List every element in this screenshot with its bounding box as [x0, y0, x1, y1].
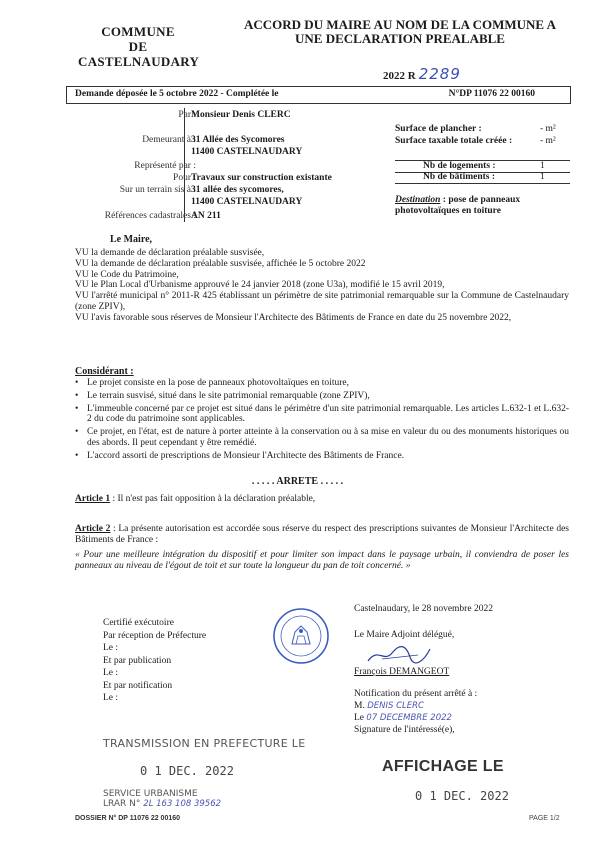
surface-taxable-label: Surface taxable totale créée :	[395, 136, 513, 146]
arrete-reference	[383, 65, 461, 83]
transmission-stamp: TRANSMISSION EN PREFECTURE LE	[103, 737, 306, 750]
value-terrain-1: 31 allée des sycomores,	[191, 185, 284, 195]
notification-date-handwritten: 07 DECEMBRE 2022	[366, 713, 452, 723]
label-par: Par :	[178, 110, 196, 120]
demande-date: Demande déposée le 5 octobre 2022 - Complétée le	[75, 89, 279, 99]
certification-block	[103, 617, 206, 705]
commune-header	[78, 24, 198, 69]
cert-line: Et par publication	[103, 655, 172, 666]
considerant-item: • Le projet consiste en la pose de panneaux photovoltaïques en toiture,	[75, 378, 569, 389]
row-par	[66, 110, 586, 122]
demande-box	[66, 86, 571, 104]
considerant-list	[75, 378, 569, 464]
batiments-value: 1	[540, 172, 545, 182]
commune-line-2: DE	[128, 39, 148, 54]
vu-item: VU la demande de déclaration préalable susvisée, affichée le 5 octobre 2022	[75, 258, 366, 269]
arrete-dots-left: . . . . .	[251, 476, 277, 487]
notification-title: Notification du présent arrêté à :	[354, 689, 478, 699]
logements-value: 1	[540, 161, 545, 171]
interesse-signature-label: Signature de l'intéressé(e),	[354, 725, 455, 735]
mairie-seal-stamp	[262, 606, 340, 666]
vu-item: VU l'arrêté municipal n° 2011-R 425 établissant un périmètre de site patrimonial remarquable sur la Commune de Castelnaudary (zone ZPIV),	[75, 291, 569, 312]
value-terrain-2: 11400 CASTELNAUDARY	[191, 197, 303, 207]
considerant-item: • L'immeuble concerné par ce projet est situé dans le périmètre d'un site patrimonial remarquable. Les articles L.632-1 et L.632-2 du code du patrimoine sont applicables.	[75, 404, 569, 426]
notification-recipient	[354, 700, 477, 712]
footer-dossier: DOSSIER N° DP 11076 22 00160	[75, 815, 181, 822]
batiments-label: Nb de bâtiments :	[423, 172, 496, 182]
abf-prescription-quote: « Pour une meilleure intégration du dispositif et pour limiter son impact dans le paysage urbain, il conviendra de poser les panneaux au niveau de l'égout de toit et sur toute la longueur du pan de toit concerné. »	[75, 550, 569, 571]
lrar-prefix: LRAR N°	[103, 799, 141, 809]
label-terrain: Sur un terrain sis à :	[119, 185, 196, 195]
considerant-heading: Considérant :	[75, 366, 134, 377]
row-demeurant-2	[66, 147, 586, 159]
transmission-date-stamp: 0 1 DEC. 2022	[140, 764, 234, 778]
considerant-item: • Le terrain susvisé, situé dans le site patrimonial remarquable (zone ZPIV),	[75, 391, 569, 402]
cert-line: Certifié exécutoire	[103, 618, 174, 628]
handwritten-signature	[364, 643, 434, 667]
cert-line: Le :	[103, 693, 119, 703]
document-title	[230, 18, 570, 46]
title-line-1: ACCORD DU MAIRE AU NOM DE LA COMMUNE A	[244, 17, 556, 32]
le-maire-heading: Le Maire,	[110, 234, 153, 245]
label-represente: Représenté par :	[134, 161, 196, 171]
considerant-item: • Ce projet, en l'état, est de nature à porter atteinte à la conservation ou à sa mise en valeur du ou des monuments historiques ou des abords. Il peut cependant y être remédié.	[75, 427, 569, 449]
cert-line: Le :	[103, 668, 119, 678]
footer-page: PAGE 1/2	[529, 815, 560, 822]
destination-label: Destination	[395, 195, 441, 205]
logements-label: Nb de logements :	[423, 161, 496, 171]
affichage-stamp: AFFICHAGE LE	[382, 758, 504, 775]
label-demeurant: Demeurant à :	[142, 135, 196, 145]
affichage-date-stamp: 0 1 DEC. 2022	[415, 789, 509, 803]
arrete-dots-right: . . . . .	[318, 476, 344, 487]
surface-plancher-label: Surface de plancher :	[395, 124, 482, 134]
value-refs: AN 211	[191, 211, 221, 221]
dossier-number: N°DP 11076 22 00160	[448, 89, 535, 99]
notification-block	[354, 688, 477, 736]
service-urbanisme-stamp	[103, 789, 221, 809]
cert-line: Et par notification	[103, 680, 173, 691]
vu-item: VU le Plan Local d'Urbanisme approuvé le 24 janvier 2018 (zone U3a), modifié le 15 avril 2019,	[75, 280, 445, 291]
article-2	[75, 524, 569, 546]
considerant-item: • L'accord assorti de prescriptions de Monsieur l'Architecte des Bâtiments de France.	[75, 451, 569, 462]
cert-line: Par réception de Préfecture	[103, 630, 207, 641]
batiments-row	[395, 172, 570, 184]
reference-handwritten-number: 2289	[418, 65, 461, 83]
label-pour: Pour :	[173, 173, 196, 183]
label-refs: Références cadastrales :	[104, 211, 196, 221]
value-demeurant-1: 31 Allée des Sycomores	[191, 135, 285, 145]
value-par: Monsieur Denis CLERC	[191, 110, 291, 120]
commune-line-3: CASTELNAUDARY	[78, 54, 200, 69]
notification-m-prefix: M.	[354, 701, 365, 711]
title-line-2: UNE DECLARATION PREALABLE	[295, 31, 505, 46]
signer-role: Le Maire Adjoint délégué,	[354, 630, 455, 640]
surface-taxable-value: - m²	[540, 136, 556, 146]
place-date: Castelnaudary, le 28 novembre 2022	[354, 604, 493, 614]
cert-line: Le :	[103, 643, 119, 653]
destination-value: : pose de panneaux photovoltaïques en toiture	[395, 195, 521, 216]
surface-plancher-value: - m²	[540, 124, 556, 134]
article-2-text: : La présente autorisation est accordée sous réserve du respect des prescriptions suivantes de Monsieur l'Architecte des Bâtiments de France :	[75, 524, 569, 545]
surface-plancher	[395, 124, 556, 134]
reference-prefix: 2022 R	[383, 70, 416, 82]
article-2-label: Article 2	[75, 524, 111, 534]
commune-line-1: COMMUNE	[101, 24, 175, 39]
surface-taxable	[395, 136, 556, 146]
service-line-1: SERVICE URBANISME	[103, 789, 198, 799]
notification-le-prefix: Le	[354, 713, 365, 723]
vu-section	[75, 248, 569, 324]
vu-item: VU l'avis favorable sous réserves de Monsieur l'Architecte des Bâtiments de France en date du 25 novembre 2022,	[75, 312, 512, 323]
vu-item: VU la demande de déclaration préalable susvisée,	[75, 248, 265, 258]
service-line-2	[103, 799, 221, 809]
arrete-word: ARRETE	[276, 476, 319, 487]
article-1	[75, 494, 315, 504]
destination	[395, 195, 570, 217]
value-pour: Travaux sur construction existante	[191, 173, 332, 183]
article-1-text: : Il n'est pas fait opposition à la déclaration préalable,	[110, 494, 316, 504]
notification-recipient-handwritten: DENIS CLERC	[367, 701, 424, 711]
article-1-label: Article 1	[75, 494, 111, 504]
vu-item: VU le Code du Patrimoine,	[75, 269, 179, 280]
signer-name: François DEMANGEOT	[354, 667, 450, 677]
value-demeurant-2: 11400 CASTELNAUDARY	[191, 147, 303, 157]
arrete-heading	[0, 476, 595, 487]
notification-date	[354, 712, 477, 724]
lrar-handwritten-number: 2L 163 108 39562	[143, 799, 222, 809]
